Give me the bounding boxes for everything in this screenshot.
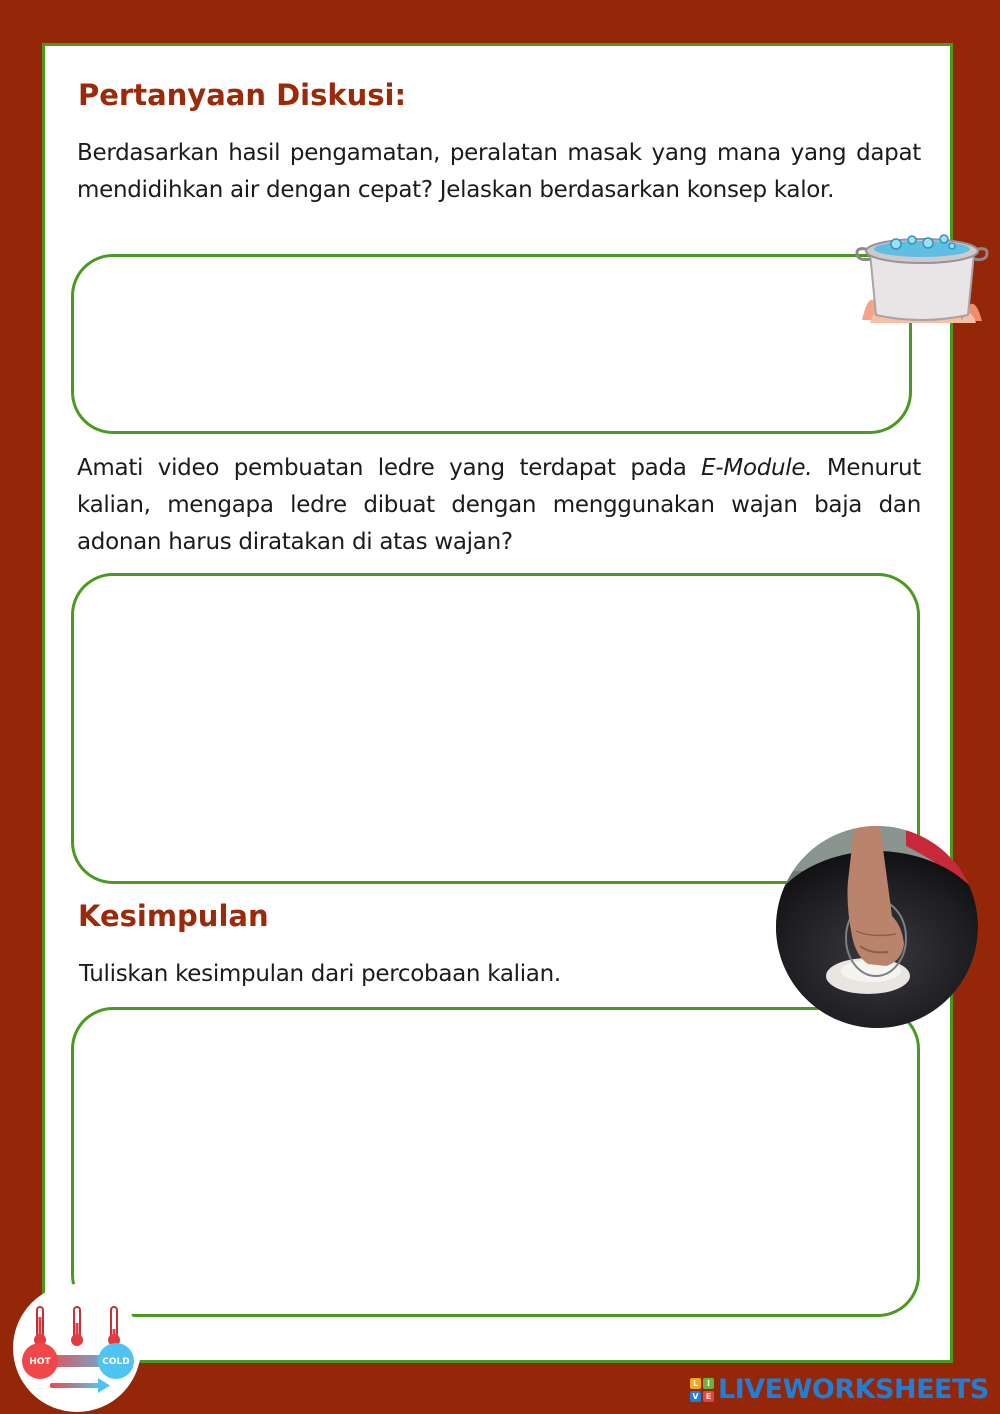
brand-grid-letter: L [690, 1378, 701, 1389]
answer-input-2[interactable] [74, 576, 917, 881]
answer-box-1[interactable] [71, 254, 912, 434]
question-2-part-a: Amati video pembuatan ledre yang terdapat pada [77, 455, 702, 481]
answer-input-conclusion[interactable] [74, 1010, 917, 1314]
brand-grid-letter: E [703, 1391, 714, 1402]
discussion-heading: Pertanyaan Diskusi: [78, 78, 407, 112]
conclusion-prompt: Tuliskan kesimpulan dari percobaan kalian. [79, 961, 561, 987]
brand-grid-letter: V [690, 1391, 701, 1402]
cold-label: COLD [102, 1357, 130, 1367]
question-2-part-b: Menurut kalian, mengapa ledre dibuat dengan menggunakan wajan baja dan adonan harus diratakan di atas wajan? [77, 455, 921, 555]
answer-box-conclusion[interactable] [71, 1007, 920, 1317]
question-2-emphasis: E-Module. [701, 455, 813, 481]
question-1-text: Berdasarkan hasil pengamatan, peralatan masak yang mana yang dapat mendidihkan air dengan cepat? Jelaskan berdasarkan konsep kalor. [77, 140, 921, 203]
brand-grid-letter: I [703, 1378, 714, 1389]
ledre-photo [776, 826, 978, 1028]
brand-name: LIVEWORKSHEETS [718, 1374, 989, 1405]
hot-label: HOT [29, 1357, 51, 1367]
answer-box-2[interactable] [71, 573, 920, 884]
answer-input-1[interactable] [74, 257, 909, 431]
conclusion-heading: Kesimpulan [78, 899, 269, 933]
brand-grid-icon [690, 1378, 714, 1402]
thermometer-badge [12, 1283, 142, 1413]
boiling-pot-icon [852, 225, 992, 335]
liveworksheets-logo[interactable] [690, 1374, 990, 1406]
question-2-text [77, 450, 921, 561]
